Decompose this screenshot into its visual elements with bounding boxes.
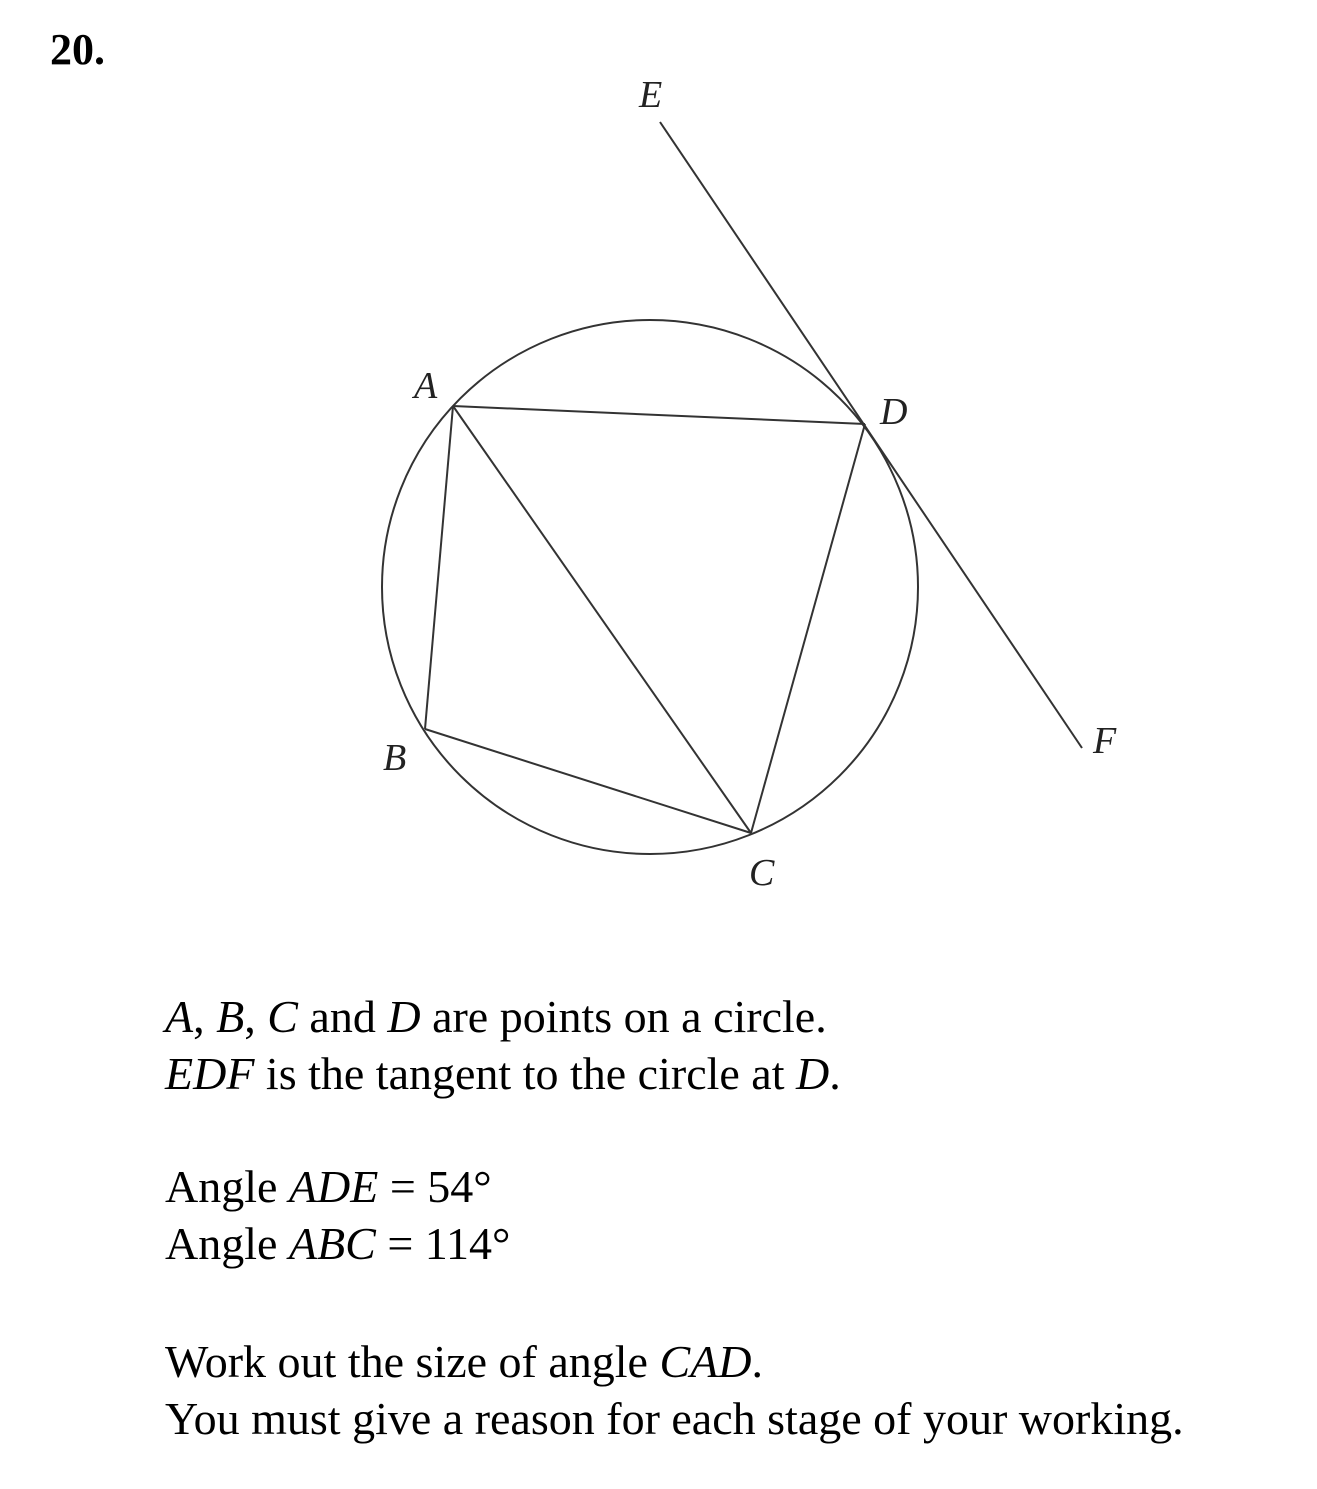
- chord-ad: [453, 406, 865, 424]
- chord-bc: [425, 729, 751, 833]
- statement-tangent: EDF is the tangent to the circle at D.: [165, 1048, 841, 1099]
- problem-statements: [165, 988, 841, 1102]
- task-give-reasons: You must give a reason for each stage of your working.: [165, 1393, 1184, 1444]
- diagonal-ac: [453, 406, 751, 833]
- chord-ab: [425, 406, 453, 729]
- label-e: E: [639, 74, 663, 116]
- label-a: A: [414, 365, 438, 407]
- label-f: F: [1093, 720, 1117, 762]
- given-angle-ade: Angle ADE = 54°: [165, 1161, 492, 1212]
- label-c: C: [749, 852, 775, 894]
- circle: [382, 320, 918, 854]
- given-angles: [165, 1158, 510, 1272]
- chord-cd: [751, 424, 865, 833]
- tangent-line-edf: [660, 122, 1082, 748]
- question-number: 20.: [50, 25, 105, 74]
- label-d: D: [880, 391, 908, 433]
- given-angle-abc: Angle ABC = 114°: [165, 1218, 511, 1269]
- label-b: B: [383, 737, 407, 779]
- task-find-angle: Work out the size of angle CAD.: [165, 1336, 763, 1387]
- task-instructions: [165, 1333, 1184, 1447]
- statement-points-on-circle: A, B, C and D are points on a circle.: [165, 991, 827, 1042]
